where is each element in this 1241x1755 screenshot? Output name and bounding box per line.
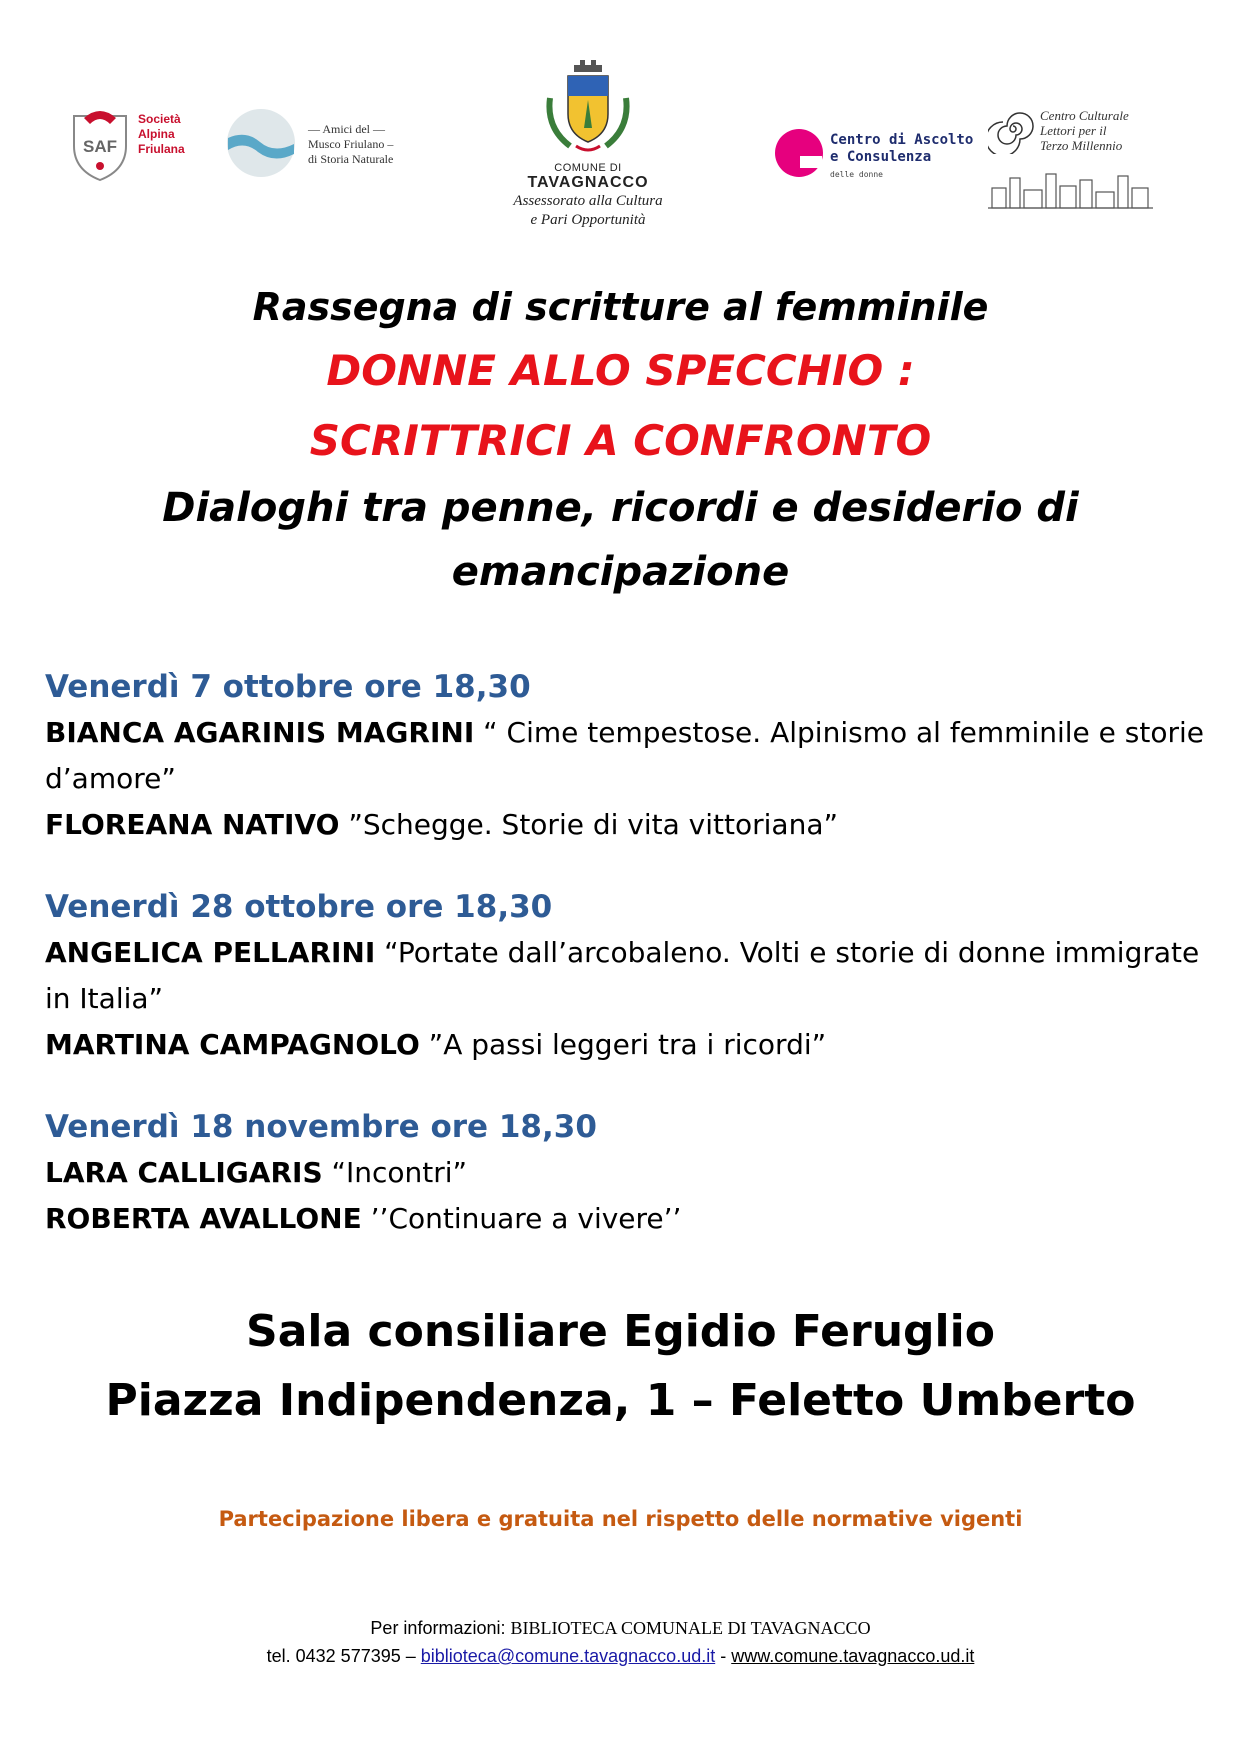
talk-item bbox=[45, 1150, 1205, 1196]
venue-address: Piazza Indipendenza, 1 – Feletto Umberto bbox=[105, 1375, 1136, 1426]
event-3 bbox=[45, 1104, 1205, 1242]
coat-of-arms-icon bbox=[540, 58, 636, 158]
book-title: “Portate dall’arcobaleno. Volti e storie di donne immigrate in Italia” bbox=[45, 936, 1200, 1015]
library-name: BIBLIOTECA COMUNALE DI TAVAGNACCO bbox=[510, 1618, 871, 1638]
venue-block bbox=[0, 1297, 1241, 1435]
centro-culturale-logo bbox=[988, 102, 1158, 222]
saf-shield-icon bbox=[70, 106, 130, 182]
saf-logo bbox=[70, 106, 200, 186]
book-title: “ Cime tempestose. Alpinismo al femminile e storie d’amore” bbox=[45, 716, 1205, 795]
event-2 bbox=[45, 884, 1205, 1068]
contact-info bbox=[0, 1614, 1241, 1670]
book-title: ”A passi leggeri tra i ricordi” bbox=[419, 1028, 827, 1061]
tagline-line2: emancipazione bbox=[451, 549, 790, 595]
author-name: MARTINA CAMPAGNOLO bbox=[45, 1028, 420, 1061]
event-date: Venerdì 18 novembre ore 18,30 bbox=[45, 1109, 597, 1145]
centro-ascolto-logo bbox=[774, 124, 974, 180]
comune-tavagnacco-logo bbox=[488, 58, 688, 238]
info-line2 bbox=[0, 1642, 1241, 1670]
talk-item bbox=[45, 1022, 1205, 1068]
talk-item bbox=[45, 710, 1205, 802]
info-label: Per informazioni: bbox=[370, 1618, 511, 1638]
book-title: ”Schegge. Storie di vita vittoriana” bbox=[339, 808, 838, 841]
svg-text:SAF: SAF bbox=[83, 137, 117, 156]
tagline-line1: Dialoghi tra penne, ricordi e desiderio di bbox=[162, 485, 1079, 531]
talk-item bbox=[45, 930, 1205, 1022]
saf-name: Società Alpina Friulana bbox=[138, 112, 185, 156]
talk-item bbox=[45, 1196, 1205, 1242]
free-entry-note: Partecipazione libera e gratuita nel rispetto delle normative vigenti bbox=[218, 1507, 1023, 1531]
talk-item bbox=[45, 802, 1205, 848]
river-map-icon bbox=[226, 108, 296, 178]
amici-museo-logo bbox=[226, 108, 416, 180]
series-subtitle: Rassegna di scritture al femminile bbox=[252, 285, 989, 329]
sponsor-logos bbox=[0, 0, 1241, 250]
phone-number: tel. 0432 577395 – bbox=[266, 1646, 421, 1666]
book-title: “Incontri” bbox=[322, 1156, 468, 1189]
author-name: ROBERTA AVALLONE bbox=[45, 1202, 362, 1235]
website-link[interactable]: www.comune.tavagnacco.ud.it bbox=[731, 1646, 975, 1666]
centro-ascolto-icon bbox=[774, 128, 824, 178]
venue-hall: Sala consiliare Egidio Feruglio bbox=[246, 1306, 995, 1357]
spiral-icon bbox=[988, 104, 1038, 154]
centro-ascolto-name: Centro di Ascolto e Consulenza delle donne bbox=[830, 132, 974, 179]
comune-label: COMUNE DI bbox=[554, 162, 622, 174]
email-link[interactable]: biblioteca@comune.tavagnacco.ud.it bbox=[420, 1646, 716, 1666]
town-sketch-icon bbox=[988, 170, 1153, 210]
event-1 bbox=[45, 664, 1205, 848]
info-line1 bbox=[0, 1614, 1241, 1642]
pari-opportunita-line: e Pari Opportunità bbox=[530, 212, 646, 228]
author-name: LARA CALLIGARIS bbox=[45, 1156, 323, 1189]
main-title-line1: DONNE ALLO SPECCHIO : bbox=[326, 346, 915, 395]
poster-header bbox=[0, 278, 1241, 604]
event-date: Venerdì 7 ottobre ore 18,30 bbox=[45, 669, 531, 705]
author-name: BIANCA AGARINIS MAGRINI bbox=[45, 716, 475, 749]
author-name: ANGELICA PELLARINI bbox=[45, 936, 376, 969]
amici-museo-name: — Amici del — Musco Friulano – di Storia Naturale bbox=[308, 122, 394, 166]
centro-culturale-name: Centro Culturale Lettori per il Terzo Millennio bbox=[1040, 108, 1129, 153]
main-title-line2: SCRITTRICI A CONFRONTO bbox=[309, 416, 932, 465]
events-list bbox=[45, 664, 1205, 1278]
event-date: Venerdì 28 ottobre ore 18,30 bbox=[45, 889, 553, 925]
assessorato-line: Assessorato alla Cultura bbox=[513, 193, 663, 209]
comune-name: TAVAGNACCO bbox=[527, 174, 649, 191]
separator: - bbox=[715, 1646, 732, 1666]
book-title: ’’Continuare a vivere’’ bbox=[361, 1202, 682, 1235]
author-name: FLOREANA NATIVO bbox=[45, 808, 340, 841]
